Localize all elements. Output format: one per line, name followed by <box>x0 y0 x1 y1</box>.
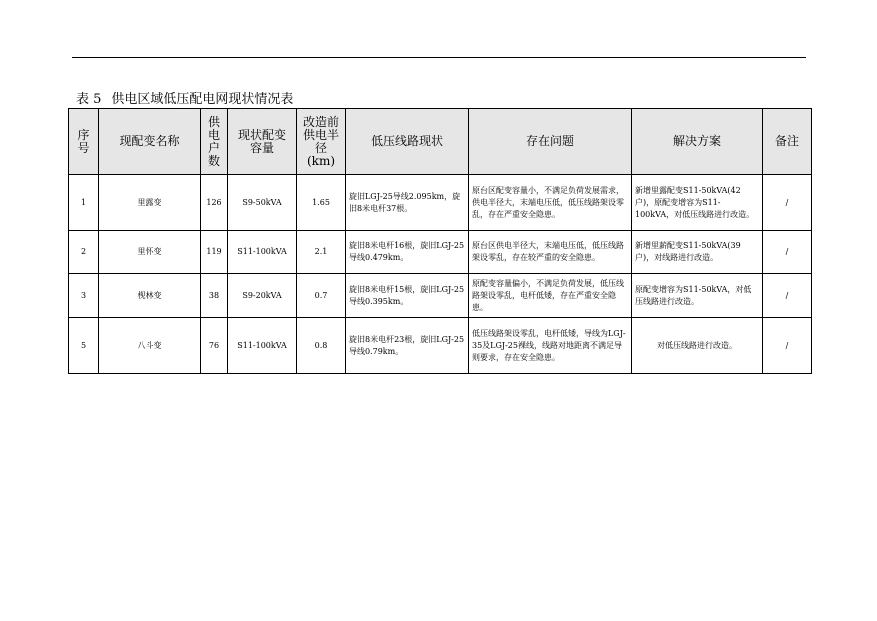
cell-index: 2 <box>69 231 99 274</box>
header-households: 供 电 户 数 <box>201 109 228 175</box>
cell-issues: 原配变容量偏小，不满足负荷发展，低压线路架设零乱，电杆低矮，存在严重安全隐患。 <box>469 274 632 318</box>
cell-households: 119 <box>201 231 228 274</box>
cell-solution: 原配变增容为S11-50kVA，对低压线路进行改造。 <box>632 274 763 318</box>
header-name: 现配变名称 <box>99 109 201 175</box>
cell-lines: 旋旧LGJ-25导线2.095km，旋旧8米电杆37根。 <box>346 175 469 231</box>
cell-issues: 原台区供电半径大，末端电压低，低压线路架设零乱，存在较严重的安全隐患。 <box>469 231 632 274</box>
cell-remark: / <box>763 175 812 231</box>
cell-solution: 新增里露配变S11-50kVA(42户)，原配变增容为S11-100kVA，对低压线路进行改造。 <box>632 175 763 231</box>
header-radius: 改造前 供电半 径 (km) <box>297 109 346 175</box>
header-remark: 备注 <box>763 109 812 175</box>
header-lines: 低压线路现状 <box>346 109 469 175</box>
header-rule <box>72 57 806 58</box>
cell-name: 八斗变 <box>99 318 201 374</box>
cell-index: 3 <box>69 274 99 318</box>
cell-name: 里怀变 <box>99 231 201 274</box>
cell-issues: 原台区配变容量小，不满足负荷发展需求，供电半径大，末端电压低，低压线路架设零乱，存在严重安全隐患。 <box>469 175 632 231</box>
header-issues: 存在问题 <box>469 109 632 175</box>
cell-index: 5 <box>69 318 99 374</box>
cell-capacity: S9-50kVA <box>228 175 297 231</box>
cell-households: 126 <box>201 175 228 231</box>
cell-radius: 0.8 <box>297 318 346 374</box>
cell-households: 38 <box>201 274 228 318</box>
cell-capacity: S11-100kVA <box>228 318 297 374</box>
low-voltage-network-table <box>68 108 812 374</box>
cell-remark: / <box>763 231 812 274</box>
cell-capacity: S9-20kVA <box>228 274 297 318</box>
table-caption <box>76 88 293 107</box>
table-row <box>69 175 812 231</box>
cell-lines: 旋旧8米电杆23根，旋旧LGJ-25导线0.79km。 <box>346 318 469 374</box>
table-row <box>69 318 812 374</box>
cell-remark: / <box>763 318 812 374</box>
cell-lines: 旋旧8米电杆15根，旋旧LGJ-25导线0.395km。 <box>346 274 469 318</box>
cell-name: 里露变 <box>99 175 201 231</box>
cell-capacity: S11-100kVA <box>228 231 297 274</box>
header-solution: 解决方案 <box>632 109 763 175</box>
cell-radius: 1.65 <box>297 175 346 231</box>
header-index: 序 号 <box>69 109 99 175</box>
header-capacity: 现状配变 容量 <box>228 109 297 175</box>
table-row <box>69 274 812 318</box>
cell-lines: 旋旧8米电杆16根，旋旧LGJ-25导线0.479km。 <box>346 231 469 274</box>
cell-name: 枧林变 <box>99 274 201 318</box>
table-header-row <box>69 109 812 175</box>
caption-number: 表 5 <box>76 92 102 107</box>
table-row <box>69 231 812 274</box>
cell-households: 76 <box>201 318 228 374</box>
cell-remark: / <box>763 274 812 318</box>
cell-issues: 低压线路架设零乱，电杆低矮，导线为LGJ-35及LGJ-25裸线，线路对地距离不满足导则要求，存在安全隐患。 <box>469 318 632 374</box>
cell-solution: 对低压线路进行改造。 <box>632 318 763 374</box>
cell-radius: 0.7 <box>297 274 346 318</box>
caption-title: 供电区域低压配电网现状情况表 <box>111 92 294 107</box>
cell-index: 1 <box>69 175 99 231</box>
cell-radius: 2.1 <box>297 231 346 274</box>
cell-solution: 新增里薪配变S11-50kVA(39户)，对线路进行改造。 <box>632 231 763 274</box>
